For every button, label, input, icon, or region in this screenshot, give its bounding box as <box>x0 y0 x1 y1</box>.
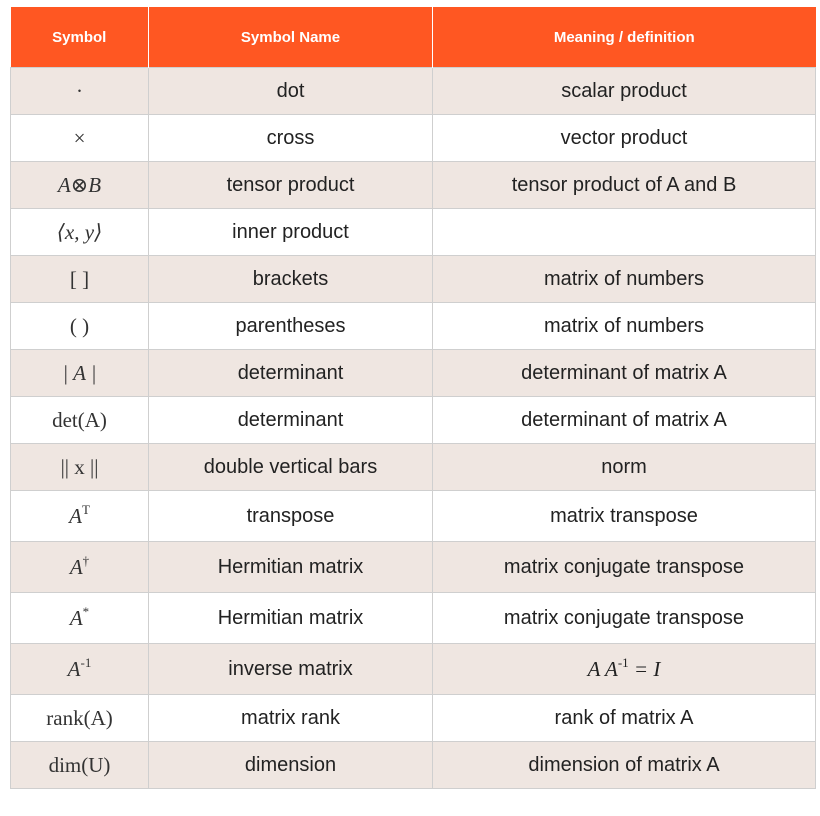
meaning-cell: rank of matrix A <box>433 695 816 742</box>
symbol-cell: · <box>11 68 149 115</box>
table-row <box>11 162 816 209</box>
symbol-name-cell: parentheses <box>149 303 433 350</box>
symbol-name-cell: Hermitian matrix <box>149 542 433 593</box>
symbol-cell: dim(U) <box>11 742 149 789</box>
symbol-text: A <box>69 605 83 630</box>
table-row <box>11 593 816 644</box>
symbol-text: A <box>67 656 81 681</box>
meaning-cell: scalar product <box>433 68 816 115</box>
table-row <box>11 397 816 444</box>
symbol-text: A⊗B <box>57 172 102 197</box>
header-symbol-name: Symbol Name <box>149 7 433 68</box>
symbol-cell: ( ) <box>11 303 149 350</box>
header-meaning: Meaning / definition <box>433 7 816 68</box>
meaning-cell: norm <box>433 444 816 491</box>
symbol-text: A <box>69 554 83 579</box>
symbol-text: ⟨x, y⟩ <box>56 219 103 244</box>
table-row <box>11 444 816 491</box>
symbol-cell: [ ] <box>11 256 149 303</box>
meaning-cell: determinant of matrix A <box>433 350 816 397</box>
table-row <box>11 209 816 256</box>
table-row <box>11 644 816 695</box>
symbol-superscript: -1 <box>80 654 92 670</box>
table-row <box>11 303 816 350</box>
symbol-cell <box>11 593 149 644</box>
symbol-text: A <box>69 503 82 528</box>
linear-algebra-symbols-table <box>10 7 816 789</box>
symbol-name-cell: Hermitian matrix <box>149 593 433 644</box>
symbol-name-cell: inner product <box>149 209 433 256</box>
meaning-cell: tensor product of A and B <box>433 162 816 209</box>
meaning-cell <box>433 209 816 256</box>
symbol-cell: det(A) <box>11 397 149 444</box>
meaning-formula-part: = I <box>628 656 661 681</box>
symbol-superscript: * <box>82 603 90 619</box>
table-row <box>11 115 816 162</box>
meaning-cell: determinant of matrix A <box>433 397 816 444</box>
table-row <box>11 695 816 742</box>
meaning-cell: matrix of numbers <box>433 256 816 303</box>
symbol-name-cell: tensor product <box>149 162 433 209</box>
symbol-name-cell: determinant <box>149 350 433 397</box>
table-header-row <box>11 7 816 68</box>
header-symbol: Symbol <box>11 7 149 68</box>
meaning-cell: matrix conjugate transpose <box>433 542 816 593</box>
symbol-cell <box>11 162 149 209</box>
symbol-cell: rank(A) <box>11 695 149 742</box>
symbol-text: | A | <box>62 360 97 385</box>
meaning-cell: vector product <box>433 115 816 162</box>
symbol-name-cell: cross <box>149 115 433 162</box>
meaning-cell: dimension of matrix A <box>433 742 816 789</box>
table-row <box>11 542 816 593</box>
table-row <box>11 491 816 542</box>
meaning-formula-part: A A <box>587 656 618 681</box>
symbol-cell <box>11 491 149 542</box>
symbol-name-cell: inverse matrix <box>149 644 433 695</box>
symbol-superscript: † <box>82 552 90 568</box>
symbol-name-cell: double vertical bars <box>149 444 433 491</box>
symbol-name-cell: matrix rank <box>149 695 433 742</box>
meaning-formula-superscript: -1 <box>617 654 629 670</box>
meaning-cell: matrix conjugate transpose <box>433 593 816 644</box>
symbol-cell: × <box>11 115 149 162</box>
symbol-name-cell: dimension <box>149 742 433 789</box>
table-row <box>11 256 816 303</box>
symbol-cell <box>11 644 149 695</box>
symbols-table-container <box>10 7 815 789</box>
symbol-cell: || x || <box>11 444 149 491</box>
symbol-cell <box>11 209 149 256</box>
symbol-cell <box>11 542 149 593</box>
meaning-cell <box>433 644 816 695</box>
symbol-name-cell: determinant <box>149 397 433 444</box>
meaning-cell: matrix of numbers <box>433 303 816 350</box>
symbol-name-cell: dot <box>149 68 433 115</box>
table-row <box>11 350 816 397</box>
symbol-superscript: T <box>81 501 90 517</box>
table-row <box>11 68 816 115</box>
symbol-name-cell: brackets <box>149 256 433 303</box>
meaning-cell: matrix transpose <box>433 491 816 542</box>
symbol-cell <box>11 350 149 397</box>
table-row <box>11 742 816 789</box>
symbol-name-cell: transpose <box>149 491 433 542</box>
